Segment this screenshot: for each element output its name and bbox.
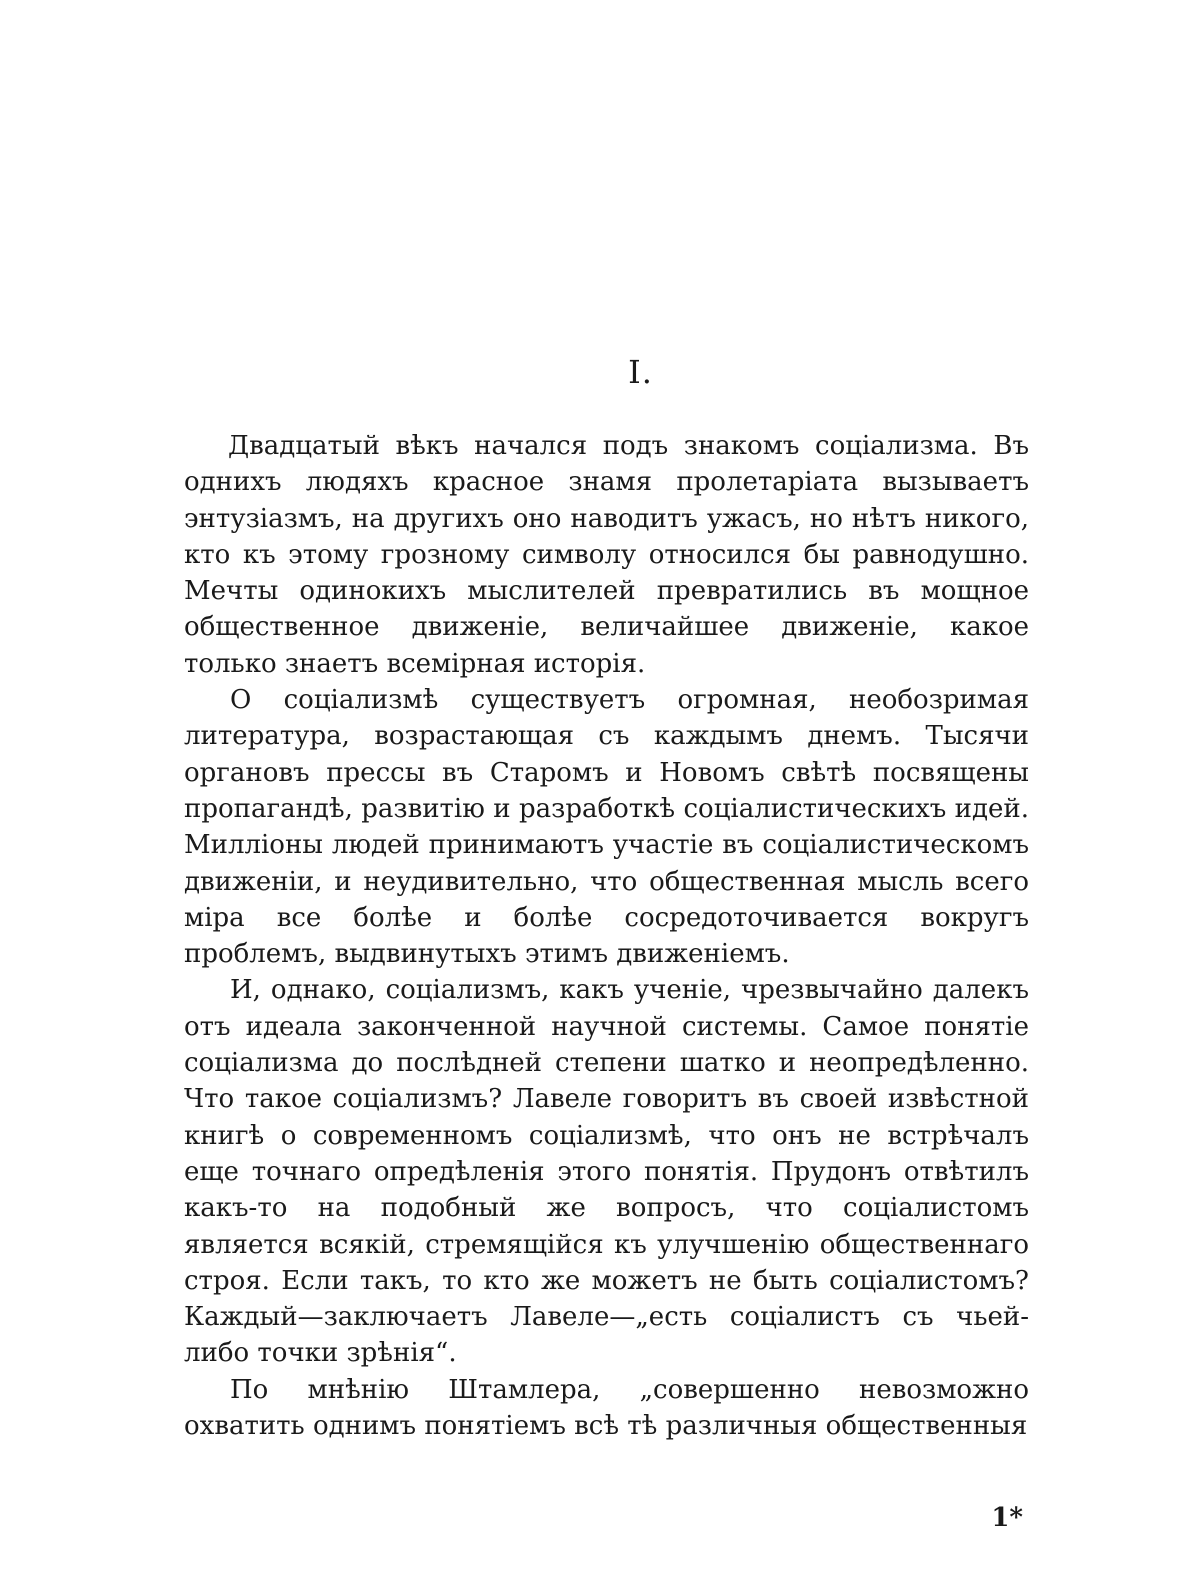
chapter-number: I. bbox=[628, 353, 653, 391]
printer-signature-mark: 1* bbox=[991, 1503, 1023, 1533]
paragraph-2: О соціализмѣ существуетъ огромная, необозримая литература, возрастающая съ каждымъ днемъ. Тысячи органовъ прессы въ Старомъ и Новомъ свѣтѣ посвящены пропагандѣ, развитію и разработкѣ соціалистическихъ идей. Милліоны людей принимаютъ участіе въ соціалистическомъ движеніи, и неудивительно, что общественная мысль всего міра все болѣе и болѣе сосредоточивается вокругъ проблемъ, выдвинутыхъ этимъ движеніемъ. bbox=[184, 685, 1029, 970]
paragraph-4: По мнѣнію Штамлера, „совершенно невозможно охватить однимъ понятіемъ всѣ тѣ различныя общественныя bbox=[184, 1374, 1029, 1442]
body-text bbox=[184, 428, 1029, 1444]
paragraph-1: Двадцатый вѣкъ начался подъ знакомъ соціализма. Въ однихъ людяхъ красное знамя пролетаріата вызываетъ энтузіазмъ, на другихъ оно наводитъ ужасъ, но нѣтъ никого, кто къ этому грозному символу относился бы равнодушно. Мечты одинокихъ мыслителей превратились въ мощное общественное движеніе, величайшее движеніе, какое только знаетъ всемірная исторія. bbox=[184, 431, 1029, 679]
paragraph-3: И, однако, соціализмъ, какъ ученіе, чрезвычайно далекъ отъ идеала законченной научной системы. Самое понятіе соціализма до послѣдней степени шатко и неопредѣленно. Что такое соціализмъ? Лавеле говоритъ въ своей извѣстной книгѣ о современномъ соціализмѣ, что онъ не встрѣчалъ еще точнаго опредѣленія этого понятія. Прудонъ отвѣтилъ какъ-то на подобный же вопросъ, что соціалистомъ является всякій, стремящійся къ улучшенію общественнаго строя. Если такъ, то кто же можетъ не быть соціалистомъ? Каждый—заключаетъ Лавеле—„есть соціалистъ съ чьей-либо точки зрѣнія“. bbox=[184, 975, 1029, 1369]
